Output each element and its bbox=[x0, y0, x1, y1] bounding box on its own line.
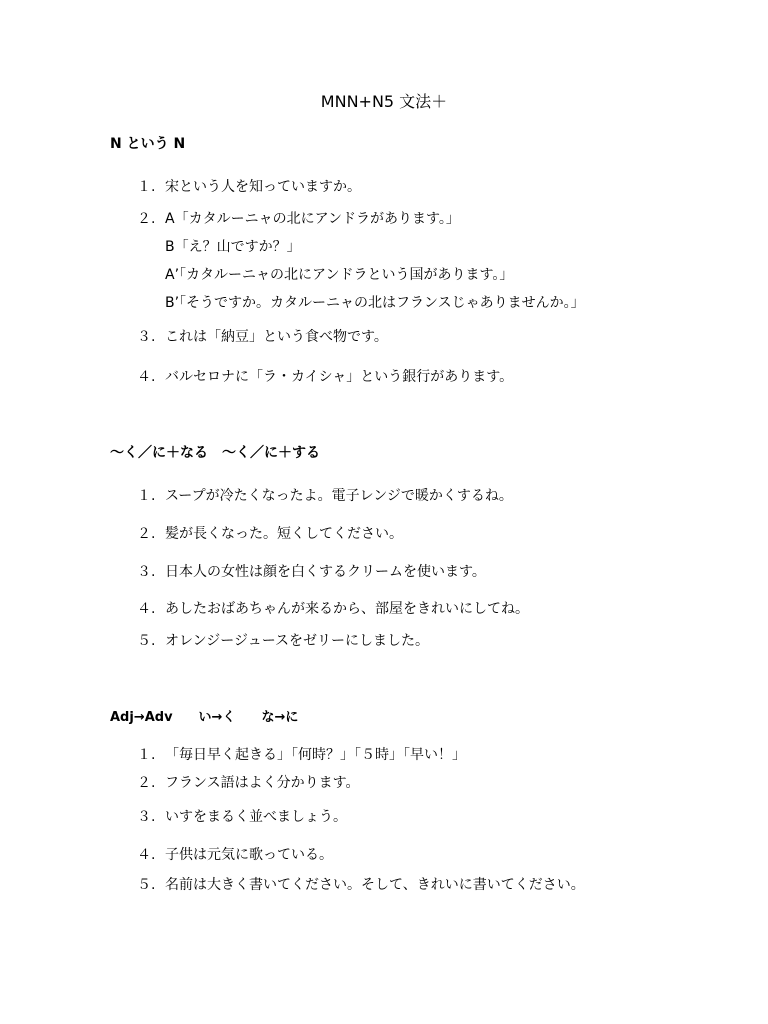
list-item-number: ３. bbox=[137, 809, 156, 825]
list-item: オレンジージュースをゼリーにしました。 bbox=[165, 633, 430, 649]
section-heading: N という N bbox=[110, 136, 186, 152]
list-item: スープが冷たくなったよ。電子レンジで暖かくするね。 bbox=[165, 488, 513, 504]
list-item-number: ５. bbox=[137, 633, 156, 649]
page-title: MNN+N5 文法＋ bbox=[320, 92, 448, 111]
list-item: B「え？山ですか？」 bbox=[165, 239, 301, 255]
list-item: A’「カタルーニャの北にアンドラという国があります。」 bbox=[165, 267, 514, 283]
list-item-number: ４. bbox=[137, 601, 156, 617]
list-item-number: ５. bbox=[137, 877, 156, 893]
list-item: 「毎日早く起きる」「何時？」「５時」「早い！」 bbox=[165, 747, 466, 763]
list-item: いすをまるく並べましょう。 bbox=[165, 809, 347, 825]
list-item: A「カタルーニャの北にアンドラがあります。」 bbox=[165, 211, 460, 227]
section-heading: ～く／に＋なる ～く／に＋する bbox=[110, 445, 320, 461]
list-item: あしたおばあちゃんが来るから、部屋をきれいにしてね。 bbox=[165, 601, 529, 617]
list-item: バルセロナに「ラ・カイシャ」という銀行があります。 bbox=[165, 369, 514, 385]
section-heading: Adj→Adv い→く な→に bbox=[110, 710, 299, 725]
list-item-number: ４. bbox=[137, 369, 156, 385]
list-item: 子供は元気に歌っている。 bbox=[165, 847, 333, 863]
list-item: これは「納豆」という食べ物です。 bbox=[165, 329, 388, 345]
list-item: 宋という人を知っていますか。 bbox=[165, 179, 361, 195]
list-item-number: １. bbox=[137, 488, 156, 504]
list-item-number: ４. bbox=[137, 847, 156, 863]
list-item-number: ２. bbox=[137, 211, 156, 227]
list-item-number: １. bbox=[137, 747, 156, 763]
list-item: 髪が長くなった。短くしてください。 bbox=[165, 526, 403, 542]
list-item: フランス語はよく分かります。 bbox=[165, 775, 360, 791]
list-item-number: ３. bbox=[137, 564, 156, 580]
list-item-number: ３. bbox=[137, 329, 156, 345]
list-item: 日本人の女性は顔を白くするクリームを使います。 bbox=[165, 564, 486, 580]
list-item-number: １. bbox=[137, 179, 156, 195]
list-item-number: ２. bbox=[137, 526, 156, 542]
list-item-number: ２. bbox=[137, 775, 156, 791]
list-item: 名前は大きく書いてください。そして、きれいに書いてください。 bbox=[165, 877, 585, 893]
list-item: B’「そうですか。カタルーニャの北はフランスじゃありませんか。」 bbox=[165, 295, 585, 311]
